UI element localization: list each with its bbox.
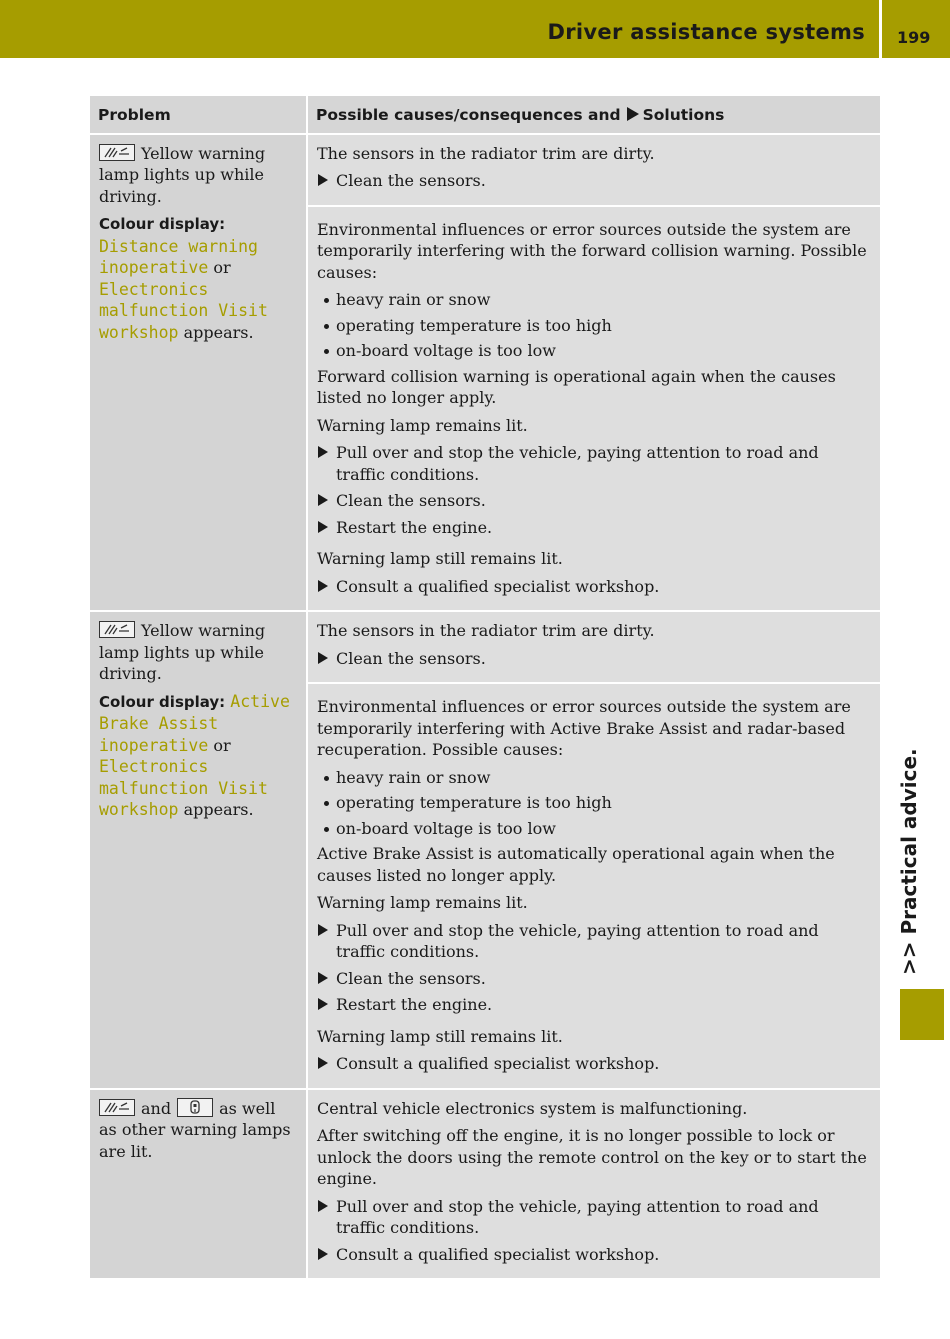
page-number: 199 — [897, 28, 931, 47]
step-item: Pull over and stop the vehicle, paying attention to road and traffic conditions. — [317, 442, 872, 485]
list-item: operating temperature is too high — [317, 792, 872, 814]
table-header-row — [90, 96, 880, 134]
display-message: Electronics malfunction Visit workshop — [99, 279, 268, 342]
list-item: heavy rain or snow — [317, 289, 872, 311]
step-item: Consult a qualified specialist workshop. — [317, 1053, 872, 1075]
problem-text: Yellow warning lamp lights up while driving. — [99, 621, 266, 683]
step-arrow-icon — [318, 652, 328, 664]
step-arrow-icon — [318, 494, 328, 506]
step-arrow-icon — [318, 580, 328, 592]
problem-text: as well as other warning lamps are lit. — [99, 1098, 291, 1161]
step-item: Clean the sensors. — [317, 490, 872, 512]
status-text: Warning lamp still remains lit. — [317, 1026, 563, 1046]
display-message: Active Brake Assist inoperative — [99, 691, 290, 755]
problem-cell — [90, 134, 307, 612]
step-arrow-icon — [318, 1248, 328, 1260]
step-item: Consult a qualified specialist workshop. — [317, 1244, 872, 1266]
problem-cell — [90, 1089, 307, 1279]
step-item: Clean the sensors. — [317, 968, 872, 990]
solution-cell — [307, 134, 880, 206]
step-item: Consult a qualified specialist workshop. — [317, 576, 872, 598]
distance-warning-lamp-icon — [99, 621, 135, 638]
step-arrow-icon — [318, 998, 328, 1010]
step-arrow-icon — [318, 521, 328, 533]
list-item: heavy rain or snow — [317, 767, 872, 789]
status-text: Warning lamp still remains lit. — [317, 549, 563, 568]
consequence-text: Active Brake Assist is automatically operational again when the causes listed no longer apply. — [317, 844, 835, 885]
step-item: Clean the sensors. — [317, 648, 872, 670]
problem-text: Yellow warning lamp lights up while driving. — [99, 143, 266, 206]
header-causes-label: Possible causes/consequences and — [316, 106, 621, 124]
and-text: and — [141, 1098, 172, 1118]
appears-text: appears. — [183, 800, 254, 819]
colour-display-label: Colour display: — [99, 215, 226, 233]
step-arrow-icon — [318, 174, 328, 186]
step-item: Pull over and stop the vehicle, paying attention to road and traffic conditions. — [317, 920, 872, 963]
solution-cell — [307, 1089, 880, 1279]
header-solutions-label: Solutions — [642, 106, 725, 124]
consequence-text: Forward collision warning is operational again when the causes listed no longer apply. — [317, 366, 836, 407]
step-item: Pull over and stop the vehicle, paying attention to road and traffic conditions. — [317, 1196, 872, 1239]
solution-cell — [307, 683, 880, 1089]
key-remote-lamp-icon — [177, 1098, 213, 1117]
list-item: on-board voltage is too low — [317, 818, 872, 840]
distance-warning-lamp-icon — [99, 1099, 135, 1116]
header-problem: Problem — [90, 96, 307, 134]
table-row — [90, 134, 880, 206]
step-arrow-icon — [318, 924, 328, 936]
colour-display-label: Colour display: — [99, 692, 226, 711]
cause-text: Central vehicle electronics system is malfunctioning. — [317, 1098, 748, 1118]
troubleshooting-table — [90, 96, 880, 1278]
header-solutions — [307, 96, 880, 134]
status-text: Warning lamp remains lit. — [317, 415, 528, 435]
table-row — [90, 1089, 880, 1279]
display-message: Distance warning inoperative — [99, 236, 258, 277]
solution-cell — [307, 206, 880, 612]
cause-text: Environmental influences or error sources outside the system are temporarily interfering with the forward collision warning. Possible causes: — [317, 219, 867, 282]
step-arrow-icon — [318, 972, 328, 984]
cause-text: Environmental influences or error sources outside the system are temporarily interfering with Active Brake Assist and radar-based recuperation. Possible causes: — [317, 697, 851, 759]
step-arrow-icon — [318, 1057, 328, 1069]
distance-warning-lamp-icon — [99, 144, 135, 161]
side-tab-marker — [900, 989, 944, 1040]
or-text: or — [213, 258, 231, 277]
or-text: or — [213, 735, 231, 755]
list-item: operating temperature is too high — [317, 315, 872, 337]
solution-arrow-icon — [627, 107, 639, 121]
display-message: Electronics malfunction Visit workshop — [99, 757, 268, 819]
side-section-label: >> Practical advice. — [897, 748, 921, 975]
table-row — [90, 611, 880, 683]
list-item: on-board voltage is too low — [317, 340, 872, 362]
cause-text: The sensors in the radiator trim are dirty. — [317, 621, 655, 640]
cause-text: The sensors in the radiator trim are dirty. — [317, 143, 655, 163]
status-text: Warning lamp remains lit. — [317, 893, 528, 912]
appears-text: appears. — [183, 322, 254, 342]
solution-cell — [307, 611, 880, 683]
step-item: Restart the engine. — [317, 994, 872, 1016]
header-bar — [0, 0, 879, 58]
consequence-text: After switching off the engine, it is no longer possible to lock or unlock the doors using the remote control on the key or to start the engine. — [317, 1126, 867, 1188]
step-item: Restart the engine. — [317, 517, 872, 539]
problem-cell — [90, 611, 307, 1089]
step-arrow-icon — [318, 446, 328, 458]
page-section-title: Driver assistance systems — [547, 20, 865, 44]
step-arrow-icon — [318, 1200, 328, 1212]
step-item: Clean the sensors. — [317, 170, 872, 192]
